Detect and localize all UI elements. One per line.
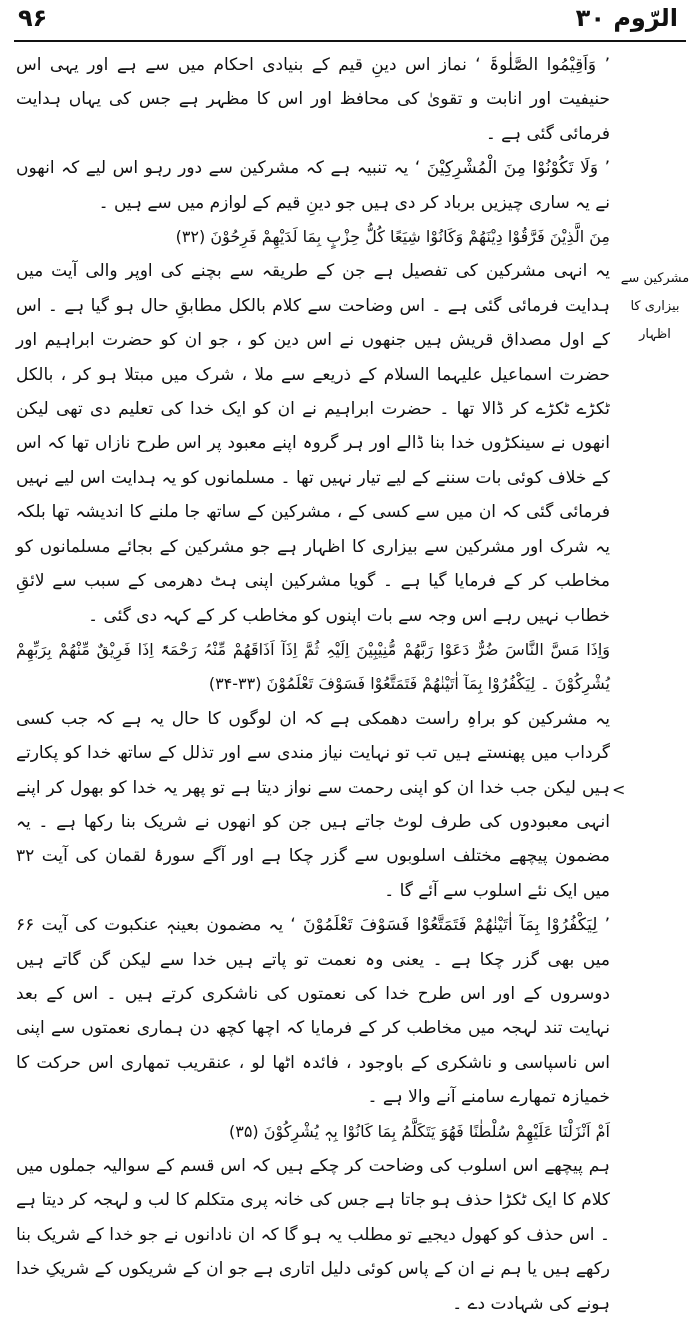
paragraph: ’ وَلَا تَکُوْنُوْا مِنَ الْمُشْرِکِیْنَ ‘ یہ تنبیہ ہے کہ مشرکین سے دور رہو اس لیے کہ انھوں نے یہ ساری چیزیں برباد کر دی ہیں جو دینِ قیم کے لوازم میں سے ہیں ۔ [16,158,610,213]
quran-verse: اَمْ اَنْزَلْنَا عَلَیْھِمْ سُلْطٰنًا فَھُوَ یَتَکَلَّمُ بِمَا کَانُوْا بِہٖ یُشْرِکُوْنَ (۳۵) [228,1121,610,1141]
margin-note: مشرکین سے بیزاری کا اظہار [620,271,690,342]
paragraph: ’ لِیَکْفُرُوْا بِمَآ اٰتَیْنٰھُمْ فَتَمَتَّعُوْا فَسَوْفَ تَعْلَمُوْنَ ‘ یہ مضمون بعینہٖ عنکبوت کی آیت ۶۶ میں بھی گزر چکا ہے ۔ یعنی وہ نعمت تو پاتے ہیں خدا سے لیکن گن گاتے ہیں دوسروں کے اور اس طرح خدا کی نعمتوں کی ناشکری کرتے ہیں ۔ اس کے بعد نہایت تند لہجہ میں مخاطب کر کے فرمایا کہ اچھا کچھ دن ہماری نعمتوں سے اپنی اس ناسپاسی و ناشکری کے باوجود ، فائدہ اٹھا لو ، عنقریب تمھاری اس حرکت کا خمیازہ تمھارے سامنے آنے والا ہے ۔ [16,915,610,1108]
quran-verse: وَاِذَا مَسَّ النَّاسَ ضُرٌّ دَعَوْا رَبَّھُمْ مُّنِیْبِیْنَ اِلَیْہِ ثُمَّ اِذَآ اَذَاقَھُمْ مِّنْہُ رَحْمَۃً اِذَا فَرِیْقٌ مِّنْھُمْ بِرَبِّھِمْ یُشْرِکُوْنَ ۔ لِیَکْفُرُوْا بِمَآ اٰتَیْنٰھُمْ فَتَمَتَّعُوْا فَسَوْفَ تَعْلَمُوْنَ (۳۳-۳۴) [16,639,610,694]
page-header [18,4,678,38]
paragraph: یہ انہی مشرکین کی تفصیل ہے جن کے طریقہ سے بچنے کی اوپر والی آیت میں ہدایت فرمائی گئی ہے ۔ اس وضاحت سے کلام بالکل مطابقِ حال ہو گیا ہے ۔ اس کے اول مصداق قریش ہیں جنھوں نے اس دین کو ، جو ان کو حضرت ابراہیم اور حضرت اسماعیل علیہما السلام کے ذریعے سے ملا ، شرک میں مبتلا ہو کر ، بالکل ٹکڑے ٹکڑے کر ڈالا تھا ۔ حضرت ابراہیم نے ان کو ایک خدا کی تعلیم دی تھی لیکن انھوں نے سینکڑوں خدا بنا ڈالے اور ہر گروہ اپنے معبود پر اس طرح نازاں تھا کہ اس کے خلاف کوئی بات سننے کے لیے تیار نہیں تھا ۔ مسلمانوں کو یہ ہدایت اس لیے نہیں فرمائی گئی کہ ان میں سے کسی کے ، مشرکین کے ساتھ جا ملنے کا اندیشہ تھا بلکہ یہ شرک اور مشرکین سے بیزاری کا اظہار ہے جو مشرکین کے بجائے مسلمانوں کو مخاطب کر کے فرمایا گیا ہے ۔ گویا مشرکین اپنی ہٹ دھرمی کے سبب سے لائقِ خطاب نہیں رہے اس وجہ سے بات اپنوں کو مخاطب کر کے کہہ دی گئی ۔ [16,261,610,626]
paragraph: ہم پیچھے اس اسلوب کی وضاحت کر چکے ہیں کہ اس قسم کے سوالیہ جملوں میں کلام کا ایک ٹکڑا حذف ہو جاتا ہے جس کی خانہ پری متکلم کا لب و لہجہ کر دیتا ہے ۔ اس حذف کو کھول دیجیے تو مطلب یہ ہو گا کہ ان نادانوں نے جو خدا کے شریک بنا رکھے ہیں یا ہم نے ان کے پاس کوئی دلیل اتاری ہے جو ان کے شریکوں کے شریکِ خدا ہونے کی شہادت دے ۔ [16,1156,610,1314]
quran-verse: مِنَ الَّذِیْنَ فَرَّقُوْا دِیْنَھُمْ وَکَانُوْا شِیَعًا کُلُّ حِزْبٍ بِمَا لَدَیْھِمْ فَرِحُوْنَ (۳۲) [175,227,610,247]
paragraph: یہ مشرکین کو براہِ راست دھمکی ہے کہ ان لوگوں کا حال یہ ہے کہ جب کسی گرداب میں پھنستے ہیں تب تو نہایت نیاز مندی سے اور تذلل کے ساتھ خدا کو پکارتے ہیں لیکن جب خدا ان کو اپنی رحمت سے نواز دیتا ہے تو پھر یہ خدا کو بھول کر اپنے انہی معبودوں کی طرف لوٹ جاتے ہیں جن کو انھوں نے شریک بنا رکھا ہے ۔ یہ مضمون پیچھے مختلف اسلوبوں سے گزر چکا ہے اور آگے سورۂ لقمان کی آیت ۳۲ میں ایک نئے اسلوب سے آئے گا ۔ [16,708,610,901]
header-rule [14,40,686,42]
body-text [16,48,610,1321]
paragraph: ’ وَاَقِیْمُوا الصَّلٰوۃَ ‘ نماز اس دینِ قیم کے بنیادی احکام میں سے ہے اور یہی اس حنیفیت اور انابت و تقویٰ کی محافظ اور اس کا مظہر ہے جس کی یہاں ہدایت فرمائی گئی ہے ۔ [16,55,610,144]
surah-title: الرّوم ۳۰ [575,4,678,32]
page-number: ۹۶ [18,4,48,32]
margin-mark: < [612,780,626,799]
